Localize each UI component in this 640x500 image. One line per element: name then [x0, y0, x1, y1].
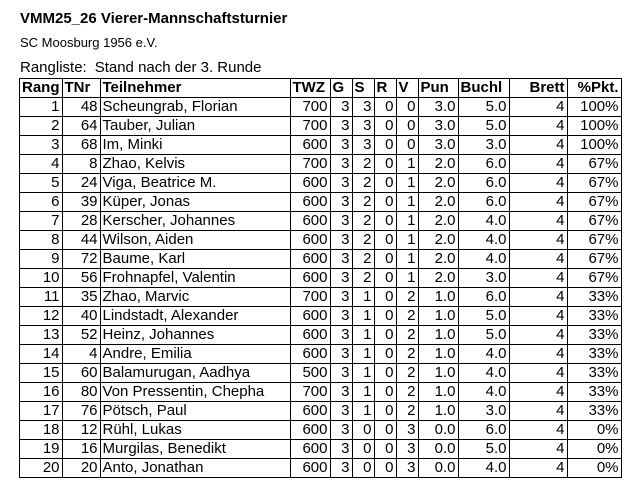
cell-buchholz: 6.0	[458, 174, 509, 193]
cell-board: 4	[509, 250, 567, 269]
cell-percent: 67%	[567, 231, 621, 250]
cell-draws: 0	[374, 250, 396, 269]
cell-participant: Andre, Emilia	[100, 345, 290, 364]
cell-rank: 1	[20, 98, 63, 117]
cell-buchholz: 5.0	[458, 307, 509, 326]
cell-twz: 600	[290, 307, 330, 326]
cell-participant: Scheungrab, Florian	[100, 98, 290, 117]
cell-board: 4	[509, 212, 567, 231]
cell-buchholz: 3.0	[458, 269, 509, 288]
cell-buchholz: 5.0	[458, 440, 509, 459]
cell-wins: 1	[352, 326, 374, 345]
cell-wins: 3	[352, 136, 374, 155]
cell-rank: 14	[20, 345, 63, 364]
cell-participant: Murgilas, Benedikt	[100, 440, 290, 459]
cell-twz: 600	[290, 174, 330, 193]
cell-twz: 600	[290, 326, 330, 345]
cell-wins: 1	[352, 345, 374, 364]
cell-participant: Anto, Jonathan	[100, 459, 290, 478]
cell-draws: 0	[374, 269, 396, 288]
cell-rank: 4	[20, 155, 63, 174]
cell-losses: 2	[396, 383, 418, 402]
cell-participant: Viga, Beatrice M.	[100, 174, 290, 193]
cell-tnr: 68	[62, 136, 100, 155]
cell-games: 3	[330, 383, 352, 402]
cell-participant: Lindstadt, Alexander	[100, 307, 290, 326]
cell-wins: 0	[352, 421, 374, 440]
cell-games: 3	[330, 440, 352, 459]
cell-twz: 700	[290, 117, 330, 136]
cell-points: 1.0	[418, 307, 458, 326]
table-row	[20, 383, 622, 402]
cell-rank: 2	[20, 117, 63, 136]
cell-rank: 19	[20, 440, 63, 459]
cell-games: 3	[330, 345, 352, 364]
cell-losses: 2	[396, 288, 418, 307]
cell-tnr: 24	[62, 174, 100, 193]
cell-twz: 600	[290, 250, 330, 269]
cell-points: 1.0	[418, 364, 458, 383]
cell-draws: 0	[374, 421, 396, 440]
col-header-v: V	[396, 79, 418, 98]
cell-twz: 600	[290, 440, 330, 459]
cell-tnr: 35	[62, 288, 100, 307]
cell-percent: 33%	[567, 288, 621, 307]
table-row	[20, 193, 622, 212]
table-header-row	[20, 79, 622, 98]
cell-tnr: 12	[62, 421, 100, 440]
cell-twz: 600	[290, 345, 330, 364]
cell-board: 4	[509, 193, 567, 212]
cell-participant: Küper, Jonas	[100, 193, 290, 212]
table-row	[20, 345, 622, 364]
cell-buchholz: 6.0	[458, 193, 509, 212]
cell-tnr: 20	[62, 459, 100, 478]
cell-wins: 3	[352, 98, 374, 117]
cell-tnr: 39	[62, 193, 100, 212]
cell-percent: 0%	[567, 421, 621, 440]
cell-percent: 0%	[567, 440, 621, 459]
cell-board: 4	[509, 288, 567, 307]
cell-buchholz: 4.0	[458, 250, 509, 269]
cell-games: 3	[330, 155, 352, 174]
cell-games: 3	[330, 117, 352, 136]
cell-points: 1.0	[418, 402, 458, 421]
standings-label: Rangliste:	[20, 59, 87, 76]
cell-wins: 1	[352, 383, 374, 402]
cell-draws: 0	[374, 307, 396, 326]
table-row	[20, 326, 622, 345]
cell-board: 4	[509, 459, 567, 478]
cell-rank: 9	[20, 250, 63, 269]
cell-board: 4	[509, 383, 567, 402]
cell-wins: 2	[352, 193, 374, 212]
table-row	[20, 117, 622, 136]
standings-caption	[20, 59, 262, 76]
col-header-s: S	[352, 79, 374, 98]
table-row	[20, 402, 622, 421]
cell-rank: 3	[20, 136, 63, 155]
cell-wins: 2	[352, 174, 374, 193]
cell-board: 4	[509, 421, 567, 440]
cell-twz: 600	[290, 402, 330, 421]
cell-buchholz: 4.0	[458, 212, 509, 231]
cell-losses: 1	[396, 193, 418, 212]
cell-rank: 18	[20, 421, 63, 440]
table-row	[20, 136, 622, 155]
cell-percent: 33%	[567, 364, 621, 383]
cell-percent: 33%	[567, 402, 621, 421]
cell-percent: 33%	[567, 307, 621, 326]
cell-games: 3	[330, 136, 352, 155]
cell-draws: 0	[374, 459, 396, 478]
cell-percent: 67%	[567, 155, 621, 174]
col-header-prozent: %Pkt.	[567, 79, 621, 98]
cell-tnr: 56	[62, 269, 100, 288]
cell-games: 3	[330, 459, 352, 478]
cell-rank: 10	[20, 269, 63, 288]
cell-tnr: 80	[62, 383, 100, 402]
col-header-g: G	[330, 79, 352, 98]
table-row	[20, 155, 622, 174]
cell-buchholz: 4.0	[458, 364, 509, 383]
cell-rank: 6	[20, 193, 63, 212]
cell-losses: 0	[396, 117, 418, 136]
cell-buchholz: 3.0	[458, 136, 509, 155]
cell-games: 3	[330, 402, 352, 421]
cell-board: 4	[509, 440, 567, 459]
standings-status: Stand nach der 3. Runde	[94, 59, 262, 76]
cell-buchholz: 5.0	[458, 117, 509, 136]
cell-wins: 1	[352, 364, 374, 383]
cell-twz: 500	[290, 364, 330, 383]
cell-losses: 1	[396, 174, 418, 193]
cell-twz: 600	[290, 212, 330, 231]
cell-board: 4	[509, 345, 567, 364]
cell-percent: 67%	[567, 193, 621, 212]
cell-rank: 11	[20, 288, 63, 307]
cell-buchholz: 4.0	[458, 383, 509, 402]
cell-buchholz: 5.0	[458, 326, 509, 345]
cell-points: 2.0	[418, 269, 458, 288]
cell-board: 4	[509, 136, 567, 155]
cell-losses: 1	[396, 212, 418, 231]
cell-draws: 0	[374, 402, 396, 421]
cell-tnr: 4	[62, 345, 100, 364]
cell-losses: 1	[396, 269, 418, 288]
table-row	[20, 459, 622, 478]
cell-board: 4	[509, 155, 567, 174]
cell-tnr: 72	[62, 250, 100, 269]
cell-twz: 600	[290, 269, 330, 288]
cell-tnr: 8	[62, 155, 100, 174]
table-row	[20, 250, 622, 269]
cell-games: 3	[330, 269, 352, 288]
cell-board: 4	[509, 269, 567, 288]
cell-points: 2.0	[418, 212, 458, 231]
cell-rank: 17	[20, 402, 63, 421]
cell-games: 3	[330, 231, 352, 250]
cell-rank: 12	[20, 307, 63, 326]
cell-board: 4	[509, 117, 567, 136]
cell-buchholz: 3.0	[458, 402, 509, 421]
cell-participant: Rühl, Lukas	[100, 421, 290, 440]
cell-rank: 8	[20, 231, 63, 250]
cell-rank: 20	[20, 459, 63, 478]
cell-draws: 0	[374, 174, 396, 193]
cell-games: 3	[330, 193, 352, 212]
cell-participant: Von Pressentin, Chepha	[100, 383, 290, 402]
cell-percent: 67%	[567, 212, 621, 231]
col-header-tnr: TNr	[62, 79, 100, 98]
cell-twz: 600	[290, 231, 330, 250]
cell-losses: 2	[396, 345, 418, 364]
cell-wins: 1	[352, 288, 374, 307]
cell-losses: 2	[396, 307, 418, 326]
cell-participant: Pötsch, Paul	[100, 402, 290, 421]
cell-participant: Tauber, Julian	[100, 117, 290, 136]
cell-games: 3	[330, 307, 352, 326]
cell-board: 4	[509, 364, 567, 383]
cell-percent: 33%	[567, 383, 621, 402]
cell-tnr: 16	[62, 440, 100, 459]
cell-board: 4	[509, 402, 567, 421]
col-header-teilnehmer: Teilnehmer	[100, 79, 290, 98]
cell-rank: 13	[20, 326, 63, 345]
cell-percent: 67%	[567, 269, 621, 288]
cell-wins: 1	[352, 402, 374, 421]
cell-wins: 0	[352, 440, 374, 459]
cell-participant: Balamurugan, Aadhya	[100, 364, 290, 383]
cell-draws: 0	[374, 364, 396, 383]
table-row	[20, 421, 622, 440]
cell-tnr: 76	[62, 402, 100, 421]
cell-points: 2.0	[418, 155, 458, 174]
col-header-buchholz: Buchl	[458, 79, 509, 98]
cell-games: 3	[330, 174, 352, 193]
cell-percent: 33%	[567, 345, 621, 364]
cell-tnr: 48	[62, 98, 100, 117]
cell-twz: 600	[290, 136, 330, 155]
cell-games: 3	[330, 250, 352, 269]
cell-games: 3	[330, 364, 352, 383]
cell-percent: 0%	[567, 459, 621, 478]
cell-games: 3	[330, 98, 352, 117]
table-row	[20, 174, 622, 193]
cell-wins: 3	[352, 117, 374, 136]
cell-losses: 1	[396, 155, 418, 174]
cell-buchholz: 4.0	[458, 459, 509, 478]
cell-wins: 2	[352, 231, 374, 250]
cell-percent: 33%	[567, 326, 621, 345]
cell-tnr: 28	[62, 212, 100, 231]
cell-points: 0.0	[418, 459, 458, 478]
cell-rank: 7	[20, 212, 63, 231]
col-header-rang: Rang	[20, 79, 63, 98]
cell-participant: Heinz, Johannes	[100, 326, 290, 345]
cell-draws: 0	[374, 383, 396, 402]
cell-points: 3.0	[418, 117, 458, 136]
cell-percent: 67%	[567, 250, 621, 269]
cell-buchholz: 6.0	[458, 155, 509, 174]
cell-participant: Wilson, Aiden	[100, 231, 290, 250]
cell-points: 2.0	[418, 193, 458, 212]
cell-wins: 2	[352, 212, 374, 231]
cell-twz: 600	[290, 193, 330, 212]
cell-losses: 3	[396, 440, 418, 459]
cell-tnr: 44	[62, 231, 100, 250]
cell-losses: 2	[396, 402, 418, 421]
cell-points: 1.0	[418, 383, 458, 402]
cell-games: 3	[330, 326, 352, 345]
cell-participant: Zhao, Kelvis	[100, 155, 290, 174]
table-body	[20, 98, 622, 478]
table-row	[20, 269, 622, 288]
cell-points: 2.0	[418, 231, 458, 250]
cell-games: 3	[330, 212, 352, 231]
cell-board: 4	[509, 231, 567, 250]
cell-points: 3.0	[418, 98, 458, 117]
cell-wins: 1	[352, 307, 374, 326]
cell-points: 1.0	[418, 345, 458, 364]
cell-tnr: 52	[62, 326, 100, 345]
cell-draws: 0	[374, 98, 396, 117]
cell-percent: 100%	[567, 136, 621, 155]
cell-draws: 0	[374, 345, 396, 364]
cell-percent: 67%	[567, 174, 621, 193]
cell-twz: 600	[290, 421, 330, 440]
table-row	[20, 98, 622, 117]
cell-losses: 1	[396, 250, 418, 269]
cell-tnr: 64	[62, 117, 100, 136]
cell-points: 1.0	[418, 326, 458, 345]
cell-points: 2.0	[418, 174, 458, 193]
cell-buchholz: 6.0	[458, 288, 509, 307]
cell-wins: 2	[352, 250, 374, 269]
cell-twz: 600	[290, 459, 330, 478]
cell-losses: 0	[396, 98, 418, 117]
cell-tnr: 60	[62, 364, 100, 383]
table-row	[20, 288, 622, 307]
cell-rank: 16	[20, 383, 63, 402]
col-header-brett: Brett	[509, 79, 567, 98]
tournament-title: VMM25_26 Vierer-Mannschaftsturnier	[20, 10, 288, 27]
table-row	[20, 231, 622, 250]
cell-losses: 3	[396, 421, 418, 440]
col-header-r: R	[374, 79, 396, 98]
cell-points: 0.0	[418, 440, 458, 459]
cell-tnr: 40	[62, 307, 100, 326]
cell-wins: 2	[352, 155, 374, 174]
cell-twz: 700	[290, 383, 330, 402]
cell-buchholz: 5.0	[458, 98, 509, 117]
cell-draws: 0	[374, 193, 396, 212]
club-name: SC Moosburg 1956 e.V.	[20, 35, 158, 50]
cell-participant: Zhao, Marvic	[100, 288, 290, 307]
cell-games: 3	[330, 421, 352, 440]
cell-losses: 0	[396, 136, 418, 155]
cell-participant: Kerscher, Johannes	[100, 212, 290, 231]
cell-points: 1.0	[418, 288, 458, 307]
cell-draws: 0	[374, 231, 396, 250]
cell-board: 4	[509, 326, 567, 345]
table-row	[20, 440, 622, 459]
cell-losses: 2	[396, 364, 418, 383]
cell-participant: Im, Minki	[100, 136, 290, 155]
cell-draws: 0	[374, 212, 396, 231]
cell-rank: 15	[20, 364, 63, 383]
cell-draws: 0	[374, 117, 396, 136]
cell-losses: 2	[396, 326, 418, 345]
cell-twz: 700	[290, 155, 330, 174]
cell-board: 4	[509, 307, 567, 326]
cell-draws: 0	[374, 155, 396, 174]
col-header-twz: TWZ	[290, 79, 330, 98]
cell-draws: 0	[374, 440, 396, 459]
standings-table	[19, 78, 622, 478]
cell-losses: 3	[396, 459, 418, 478]
cell-wins: 0	[352, 459, 374, 478]
table-row	[20, 364, 622, 383]
cell-draws: 0	[374, 136, 396, 155]
cell-points: 0.0	[418, 421, 458, 440]
table-row	[20, 307, 622, 326]
cell-draws: 0	[374, 288, 396, 307]
cell-losses: 1	[396, 231, 418, 250]
cell-percent: 100%	[567, 98, 621, 117]
cell-percent: 100%	[567, 117, 621, 136]
cell-twz: 700	[290, 98, 330, 117]
cell-points: 3.0	[418, 136, 458, 155]
cell-twz: 700	[290, 288, 330, 307]
cell-buchholz: 4.0	[458, 231, 509, 250]
table-row	[20, 212, 622, 231]
cell-participant: Frohnapfel, Valentin	[100, 269, 290, 288]
cell-buchholz: 6.0	[458, 421, 509, 440]
cell-wins: 2	[352, 269, 374, 288]
cell-participant: Baume, Karl	[100, 250, 290, 269]
cell-board: 4	[509, 98, 567, 117]
cell-buchholz: 4.0	[458, 345, 509, 364]
cell-draws: 0	[374, 326, 396, 345]
col-header-punkte: Pun	[418, 79, 458, 98]
cell-rank: 5	[20, 174, 63, 193]
cell-games: 3	[330, 288, 352, 307]
cell-board: 4	[509, 174, 567, 193]
cell-points: 2.0	[418, 250, 458, 269]
